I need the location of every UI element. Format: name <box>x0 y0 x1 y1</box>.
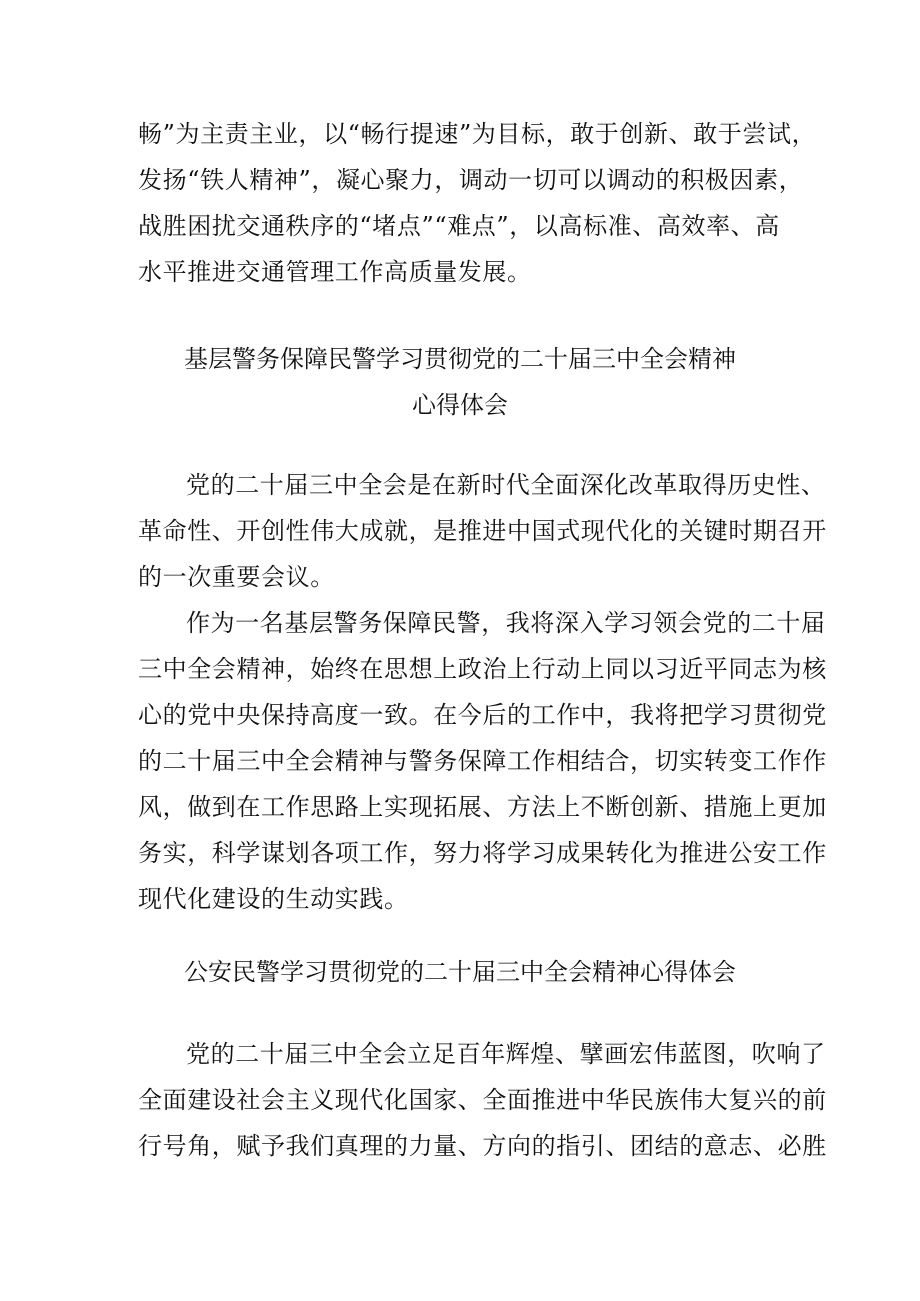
paragraph-line: 的一次重要会议。 <box>138 563 335 591</box>
section-1-paragraph-1 <box>138 462 827 600</box>
section-1-title <box>0 336 920 428</box>
paragraph-line: 风，做到在工作思路上实现拓展、方法上不断创新、措施上更加 <box>138 793 827 821</box>
section-1-title-line: 基层警务保障民警学习贯彻党的二十届三中全会精神 <box>184 345 736 373</box>
section-1-title-line: 心得体会 <box>412 391 508 419</box>
section-2-title <box>0 949 920 995</box>
paragraph-line: 现代化建设的生动实践。 <box>138 885 409 913</box>
section-1-paragraph-2 <box>138 600 827 922</box>
paragraph-line: 三中全会精神，始终在思想上政治上行动上同以习近平同志为核 <box>138 655 827 683</box>
paragraph-line: 党的二十届三中全会立足百年辉煌、擘画宏伟蓝图，吹响了 <box>186 1040 826 1068</box>
paragraph-line: 党的二十届三中全会是在新时代全面深化改革取得历史性、 <box>186 471 826 499</box>
intro-line: 战胜困扰交通秩序的“堵点”“难点”，以高标准、高效率、高 <box>138 212 780 240</box>
intro-paragraph <box>138 111 817 295</box>
intro-line: 水平推进交通管理工作高质量发展。 <box>138 258 532 286</box>
paragraph-line: 全面建设社会主义现代化国家、全面推进中华民族伟大复兴的前 <box>138 1086 827 1114</box>
paragraph-line: 的二十届三中全会精神与警务保障工作相结合，切实转变工作作 <box>138 747 827 775</box>
paragraph-line: 心的党中央保持高度一致。在今后的工作中，我将把学习贯彻党 <box>138 701 827 729</box>
paragraph-line: 行号角，赋予我们真理的力量、方向的指引、团结的意志、必胜 <box>138 1132 827 1160</box>
paragraph-line: 作为一名基层警务保障民警，我将深入学习领会党的二十届 <box>186 609 826 637</box>
section-2-title-line: 公安民警学习贯彻党的二十届三中全会精神心得体会 <box>184 958 736 986</box>
intro-line: 畅”为主责主业，以“畅行提速”为目标，敢于创新、敢于尝试， <box>138 120 817 148</box>
section-2-paragraph-1 <box>138 1031 827 1169</box>
paragraph-line: 务实，科学谋划各项工作，努力将学习成果转化为推进公安工作 <box>138 839 827 867</box>
intro-line: 发扬“铁人精神”，凝心聚力，调动一切可以调动的积极因素， <box>138 166 804 194</box>
paragraph-line: 革命性、开创性伟大成就，是推进中国式现代化的关键时期召开 <box>138 517 827 545</box>
